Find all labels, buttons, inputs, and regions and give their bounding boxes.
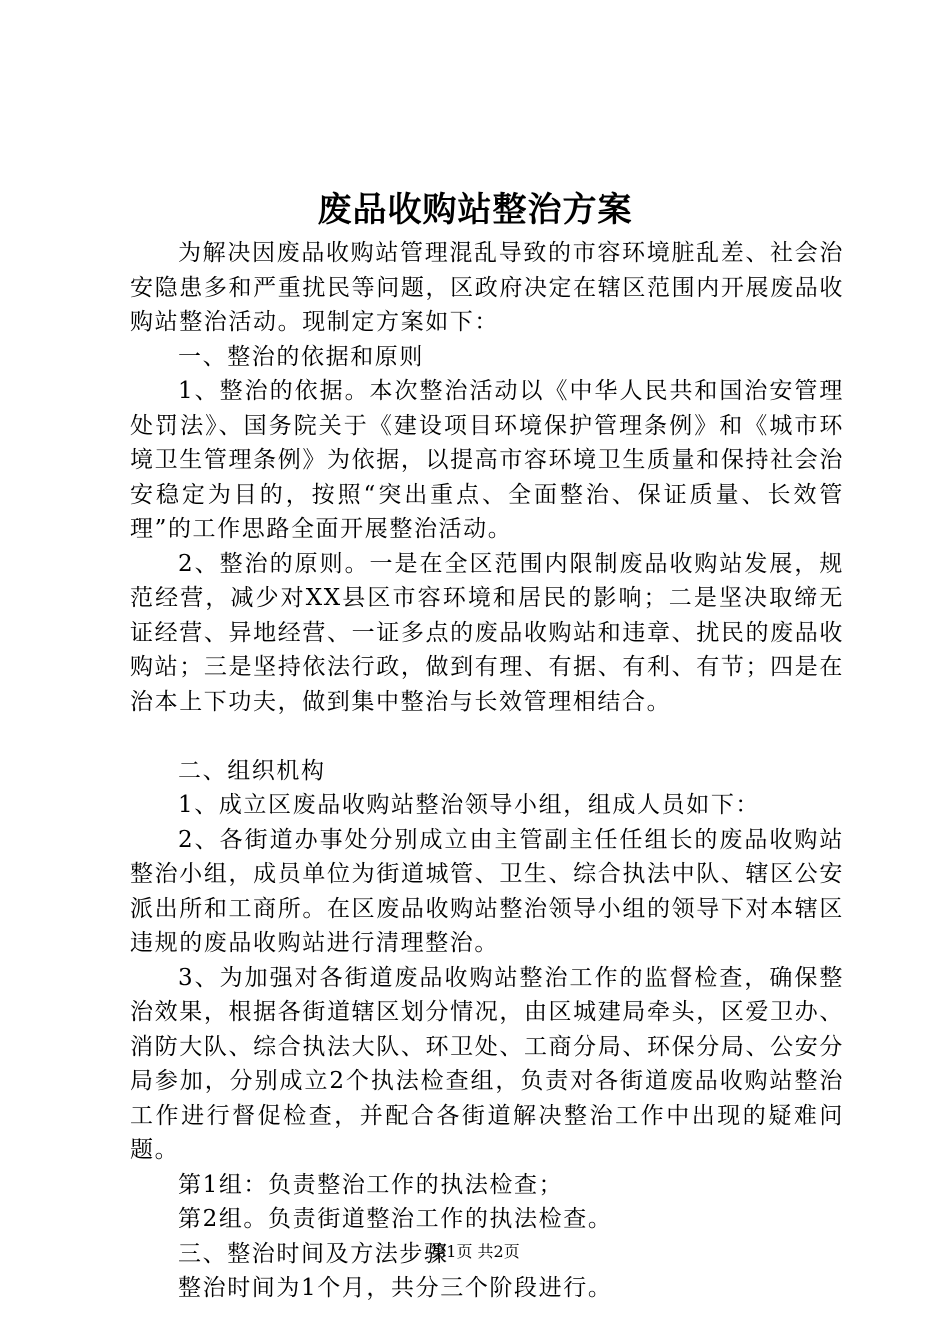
paragraph-intro: 为解决因废品收购站管理混乱导致的市容环境脏乱差、社会治安隐患多和严重扰民等问题，区政府决定在辖区范围内开展废品收购站整治活动。现制定方案如下： (130, 240, 844, 335)
heading-section-3: 三、整治时间及方法步骤 (178, 1240, 449, 1267)
page-footer: 第1页 共2页 (430, 1242, 520, 1261)
paragraph-gap (130, 719, 844, 754)
heading-section-2: 二、组织机构 (178, 757, 326, 784)
paragraph-group-2: 第2组。负责街道整治工作的执法检查。 (178, 1206, 613, 1232)
paragraph-group-1: 第1组：负责整治工作的执法检查； (178, 1171, 564, 1198)
paragraph-principles: 2、整治的原则。一是在全区范围内限制废品收购站发展，规范经营，减少对XX县区市容环境和居民的影响；二是坚决取缔无证经营、异地经营、一证多点的废品收购站和违章、扰民的废品收购站；三是坚持依法行政，做到有理、有据、有利、有节；四是在治本上下功夫，做到集中整治与长效管理相结合。 (130, 550, 844, 715)
paragraph-org-2: 2、各街道办事处分别成立由主管副主任任组长的废品收购站整治小组，成员单位为街道城管、卫生、综合执法中队、辖区公安派出所和工商所。在区废品收购站整治领导小组的领导下对本辖区违规的废品收购站进行清理整治。 (130, 826, 844, 956)
paragraph-org-3: 3、为加强对各街道废品收购站整治工作的监督检查，确保整治效果，根据各街道辖区划分情况，由区城建局牵头，区爱卫办、消防大队、综合执法大队、环卫处、工商分局、环保分局、公安分局参加，分别成立2个执法检查组，负责对各街道废品收购站整治工作进行督促检查，并配合各街道解决整治工作中出现的疑难问题。 (130, 964, 844, 1163)
paragraph-org-1: 1、成立区废品收购站整治领导小组，组成人员如下： (178, 792, 761, 818)
document-body (130, 236, 844, 1306)
paragraph-basis: 1、整治的依据。本次整治活动以《中华人民共和国治安管理处罚法》、国务院关于《建设项目环境保护管理条例》和《城市环境卫生管理条例》为依据，以提高市容环境卫生质量和保持社会治安稳定为目的，按照“突出重点、全面整治、保证质量、长效管理”的工作思路全面开展整治活动。 (130, 378, 844, 542)
paragraph-schedule: 整治时间为1个月，共分三个阶段进行。 (178, 1275, 613, 1301)
heading-section-1: 一、整治的依据和原则 (178, 343, 424, 370)
document-title: 废品收购站整治方案 (317, 190, 633, 230)
